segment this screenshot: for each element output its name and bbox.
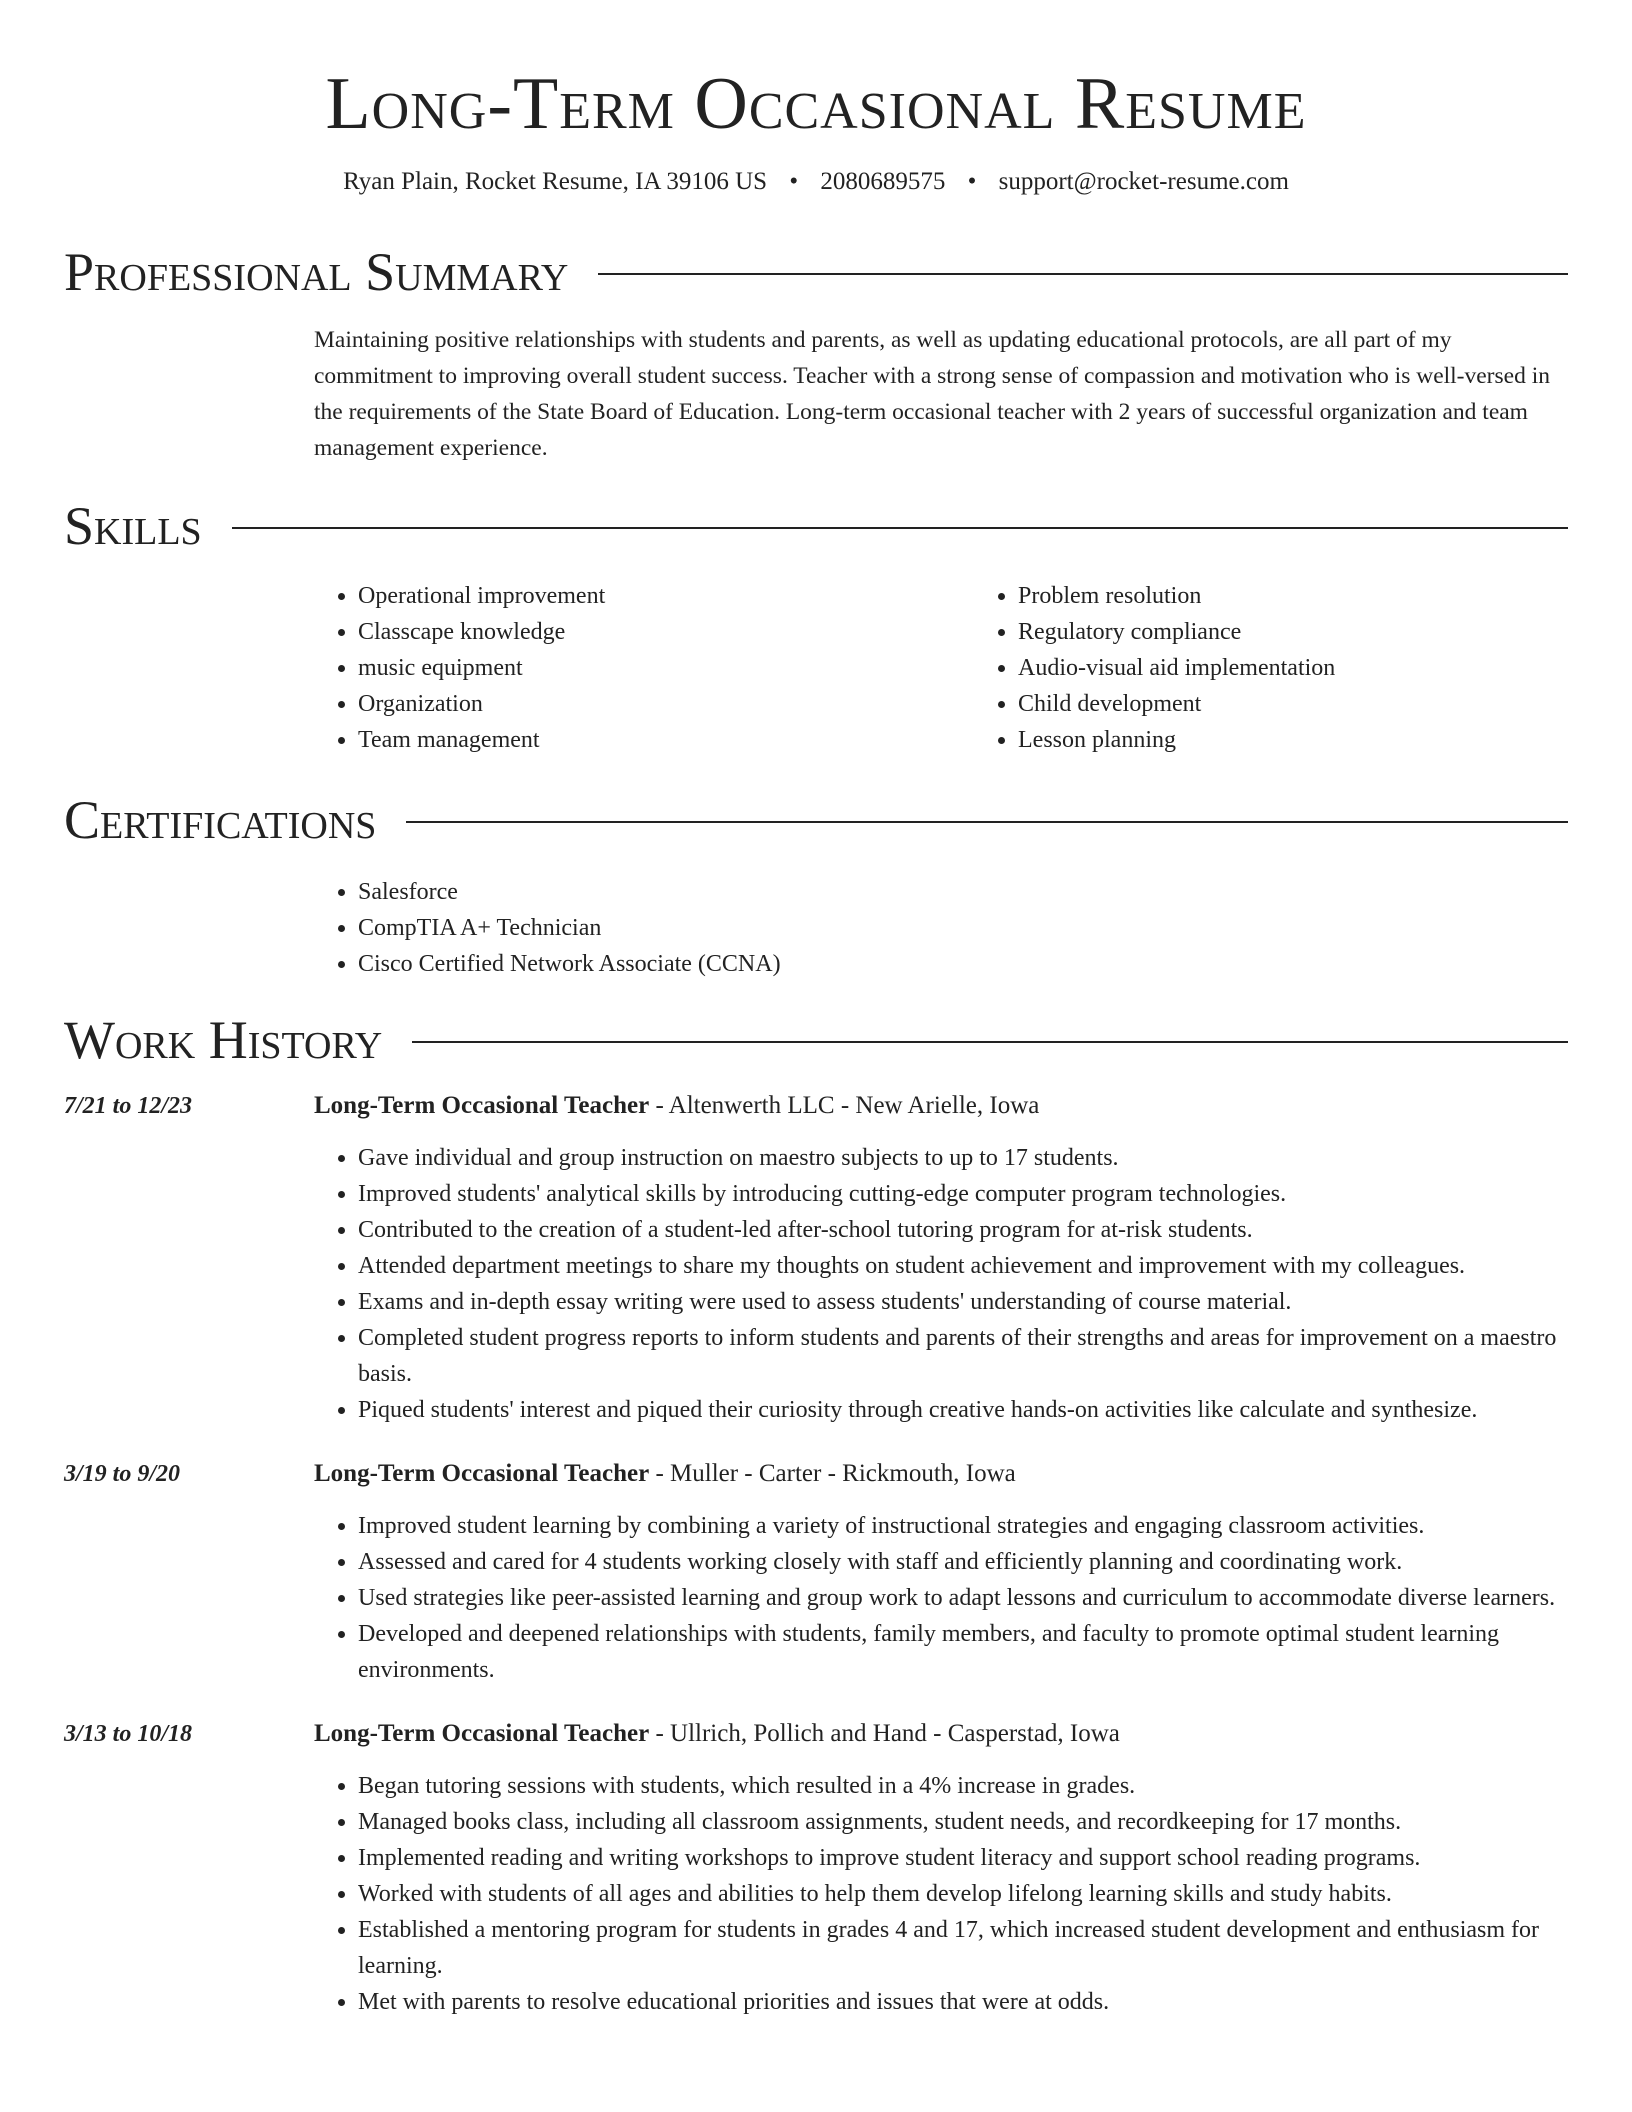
job-bullet: • Exams and in-depth essay writing were used to assess students' understanding of course material. (358, 1284, 1568, 1320)
job-role: Long-Term Occasional Teacher (314, 1460, 650, 1487)
section-divider (406, 821, 1568, 823)
summary-heading: Professional Summary (64, 242, 569, 302)
skill-item: • Child development (1018, 686, 1632, 722)
certifications-heading: Certifications (64, 790, 377, 850)
job-employer: - Ullrich, Pollich and Hand - Casperstad, Iowa (649, 1720, 1120, 1747)
job-bullet: • Completed student progress reports to inform students and parents of their strengths and areas for improvement on a maestro basis. (358, 1320, 1568, 1392)
job-bullet: • Gave individual and group instruction on maestro subjects to up to 17 students. (358, 1140, 1568, 1176)
job-heading (314, 1456, 1568, 1492)
job-bullet: • Piqued students' interest and piqued their curiosity through creative hands-on activities like calculate and synthesize. (358, 1392, 1568, 1428)
job-bullet: • Established a mentoring program for students in grades 4 and 17, which increased student development and enthusiasm for learning. (358, 1912, 1568, 1984)
work-history-list (64, 1088, 1568, 2020)
job-dates: 7/21 to 12/23 (64, 1093, 193, 1119)
job-bullet: • Developed and deepened relationships with students, family members, and faculty to promote optimal student learning environments. (358, 1616, 1568, 1688)
certification-item: • CompTIA A+ Technician (358, 910, 1568, 946)
summary-section-header (64, 240, 1568, 304)
skill-item: • Team management (358, 722, 974, 758)
certifications-block (314, 874, 1568, 982)
job-role: Long-Term Occasional Teacher (314, 1720, 650, 1747)
skill-item: • Regulatory compliance (1018, 614, 1632, 650)
job-bullets (314, 1508, 1568, 1688)
contact-address: Ryan Plain, Rocket Resume, IA 39106 US (343, 168, 768, 195)
contact-email: support@rocket-resume.com (998, 168, 1289, 195)
job-role: Long-Term Occasional Teacher (314, 1092, 650, 1119)
job-bullet: • Worked with students of all ages and abilities to help them develop lifelong learning skills and study habits. (358, 1876, 1568, 1912)
job-bullets (314, 1768, 1568, 2020)
skill-item: • Problem resolution (1018, 578, 1632, 614)
job-bullet: • Attended department meetings to share my thoughts on student achievement and improvement with my colleagues. (358, 1248, 1568, 1284)
job-bullet: • Managed books class, including all classroom assignments, student needs, and recordkeeping for 17 months. (358, 1804, 1568, 1840)
skills-section-header (64, 494, 1568, 558)
job-bullet: • Began tutoring sessions with students, which resulted in a 4% increase in grades. (358, 1768, 1568, 1804)
job-bullet: • Used strategies like peer-assisted learning and group work to adapt lessons and curriculum to accommodate diverse learners. (358, 1580, 1568, 1616)
job-employer: - Muller - Carter - Rickmouth, Iowa (649, 1460, 1016, 1487)
job-entry (64, 1456, 1568, 1688)
skills-list-left (314, 578, 974, 758)
skills-list-right (974, 578, 1632, 758)
job-bullet: • Met with parents to resolve educational priorities and issues that were at odds. (358, 1984, 1568, 2020)
certifications-list (314, 874, 1568, 982)
skills-heading: Skills (64, 496, 202, 556)
certifications-section-header (64, 788, 1568, 852)
job-bullet: • Improved student learning by combining a variety of instructional strategies and engaging classroom activities. (358, 1508, 1568, 1544)
job-heading (314, 1716, 1568, 1752)
skill-item: • Operational improvement (358, 578, 974, 614)
job-bullet: • Contributed to the creation of a student-led after-school tutoring program for at-risk students. (358, 1212, 1568, 1248)
job-entry (64, 1088, 1568, 1428)
job-content (314, 1088, 1568, 1428)
section-divider (412, 1041, 1568, 1043)
job-bullets (314, 1140, 1568, 1428)
job-content (314, 1456, 1568, 1688)
job-employer: - Altenwerth LLC - New Arielle, Iowa (649, 1092, 1040, 1119)
job-dates: 3/19 to 9/20 (64, 1461, 181, 1487)
skill-item: • Audio-visual aid implementation (1018, 650, 1632, 686)
job-dates: 3/13 to 10/18 (64, 1721, 193, 1747)
work-history-section-header (64, 1008, 1568, 1072)
contact-separator: • (789, 168, 799, 195)
section-divider (232, 527, 1568, 529)
work-history-heading: Work History (64, 1010, 383, 1070)
skill-item: • Organization (358, 686, 974, 722)
summary-text: Maintaining positive relationships with students and parents, as well as updating educational protocols, are all part of my commitment to improving overall student success. Teacher with a strong sense of compassion and motivation who is well-versed in the requirements of the State Board of Education. Long-term occasional teacher with 2 years of successful organization and team management experience. (314, 327, 1550, 461)
job-bullet: • Assessed and cared for 4 students working closely with staff and efficiently planning and coordinating work. (358, 1544, 1568, 1580)
job-bullet: • Implemented reading and writing workshops to improve student literacy and support school reading programs. (358, 1840, 1568, 1876)
contact-phone: 2080689575 (820, 168, 946, 195)
job-bullet: • Improved students' analytical skills by introducing cutting-edge computer program technologies. (358, 1176, 1568, 1212)
certification-item: • Cisco Certified Network Associate (CCNA) (358, 946, 1568, 982)
contact-line (64, 166, 1568, 198)
skills-grid (314, 578, 1568, 758)
skill-item: • Lesson planning (1018, 722, 1632, 758)
job-heading (314, 1088, 1568, 1124)
section-divider (598, 273, 1568, 275)
resume-page (64, 0, 1568, 2020)
skill-item: • music equipment (358, 650, 974, 686)
certification-item: • Salesforce (358, 874, 1568, 910)
skill-item: • Classcape knowledge (358, 614, 974, 650)
job-entry (64, 1716, 1568, 2020)
job-content (314, 1716, 1568, 2020)
resume-title: Long-Term Occasional Resume (325, 63, 1307, 145)
contact-separator: • (967, 168, 977, 195)
